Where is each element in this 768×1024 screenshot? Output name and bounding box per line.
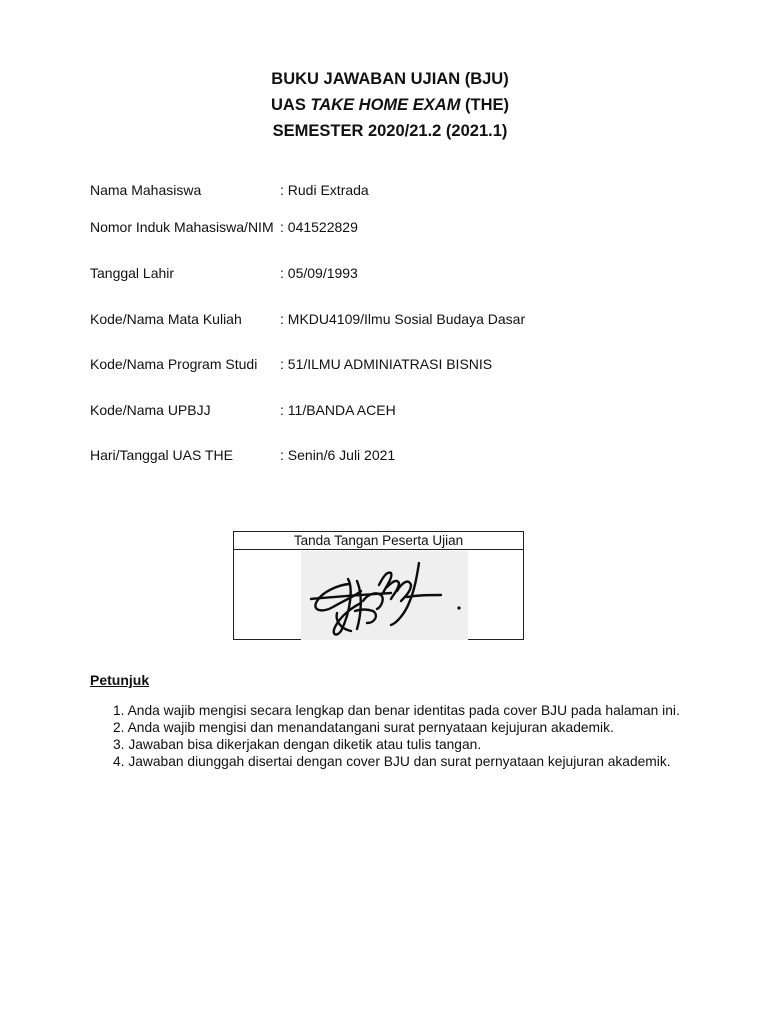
instruction-item: 3. Jawaban bisa dikerjakan dengan diketik atau tulis tangan. <box>113 737 482 752</box>
title-line-1: BUKU JAWABAN UJIAN (BJU) <box>271 70 509 88</box>
identity-label: Kode/Nama Program Studi <box>90 356 258 372</box>
identity-value: : 11/BANDA ACEH <box>280 402 396 418</box>
identity-value: : MKDU4109/Ilmu Sosial Budaya Dasar <box>280 311 526 327</box>
title-line-2-italic: TAKE HOME EXAM <box>310 96 461 114</box>
handwritten-signature-icon <box>301 551 468 640</box>
title-line-3: SEMESTER 2020/21.2 (2021.1) <box>272 122 508 140</box>
identity-label: Kode/Nama Mata Kuliah <box>90 311 242 327</box>
identity-label: Tanggal Lahir <box>90 265 175 281</box>
identity-label: Kode/Nama UPBJJ <box>90 402 211 418</box>
instruction-item: 2. Anda wajib mengisi dan menandatangani surat pernyataan kejujuran akademik. <box>113 720 614 735</box>
signature-box <box>233 531 524 640</box>
identity-label: Hari/Tanggal UAS THE <box>90 447 233 463</box>
identity-label: Nama Mahasiswa <box>90 182 202 198</box>
identity-value: : 05/09/1993 <box>280 265 358 281</box>
instruction-item: 1. Anda wajib mengisi secara lengkap dan benar identitas pada cover BJU pada halaman ini. <box>113 703 680 718</box>
title-line-2-prefix: UAS <box>270 96 311 114</box>
identity-value: : Senin/6 Juli 2021 <box>280 447 396 463</box>
identity-value: : 51/ILMU ADMINIATRASI BISNIS <box>280 356 493 372</box>
identity-value: : Rudi Extrada <box>280 182 369 198</box>
title-line-2-suffix: (THE) <box>460 96 510 114</box>
identity-section <box>90 0 730 520</box>
instruction-item: 4. Jawaban diunggah disertai dengan cover BJU dan surat pernyataan kejujuran akademik. <box>113 754 671 769</box>
identity-label: Nomor Induk Mahasiswa/NIM <box>90 219 274 235</box>
identity-value: : 041522829 <box>280 219 358 235</box>
instructions-list <box>113 702 733 770</box>
signature-header: Tanda Tangan Peserta Ujian <box>234 532 523 550</box>
instructions-title: Petunjuk <box>90 672 150 688</box>
